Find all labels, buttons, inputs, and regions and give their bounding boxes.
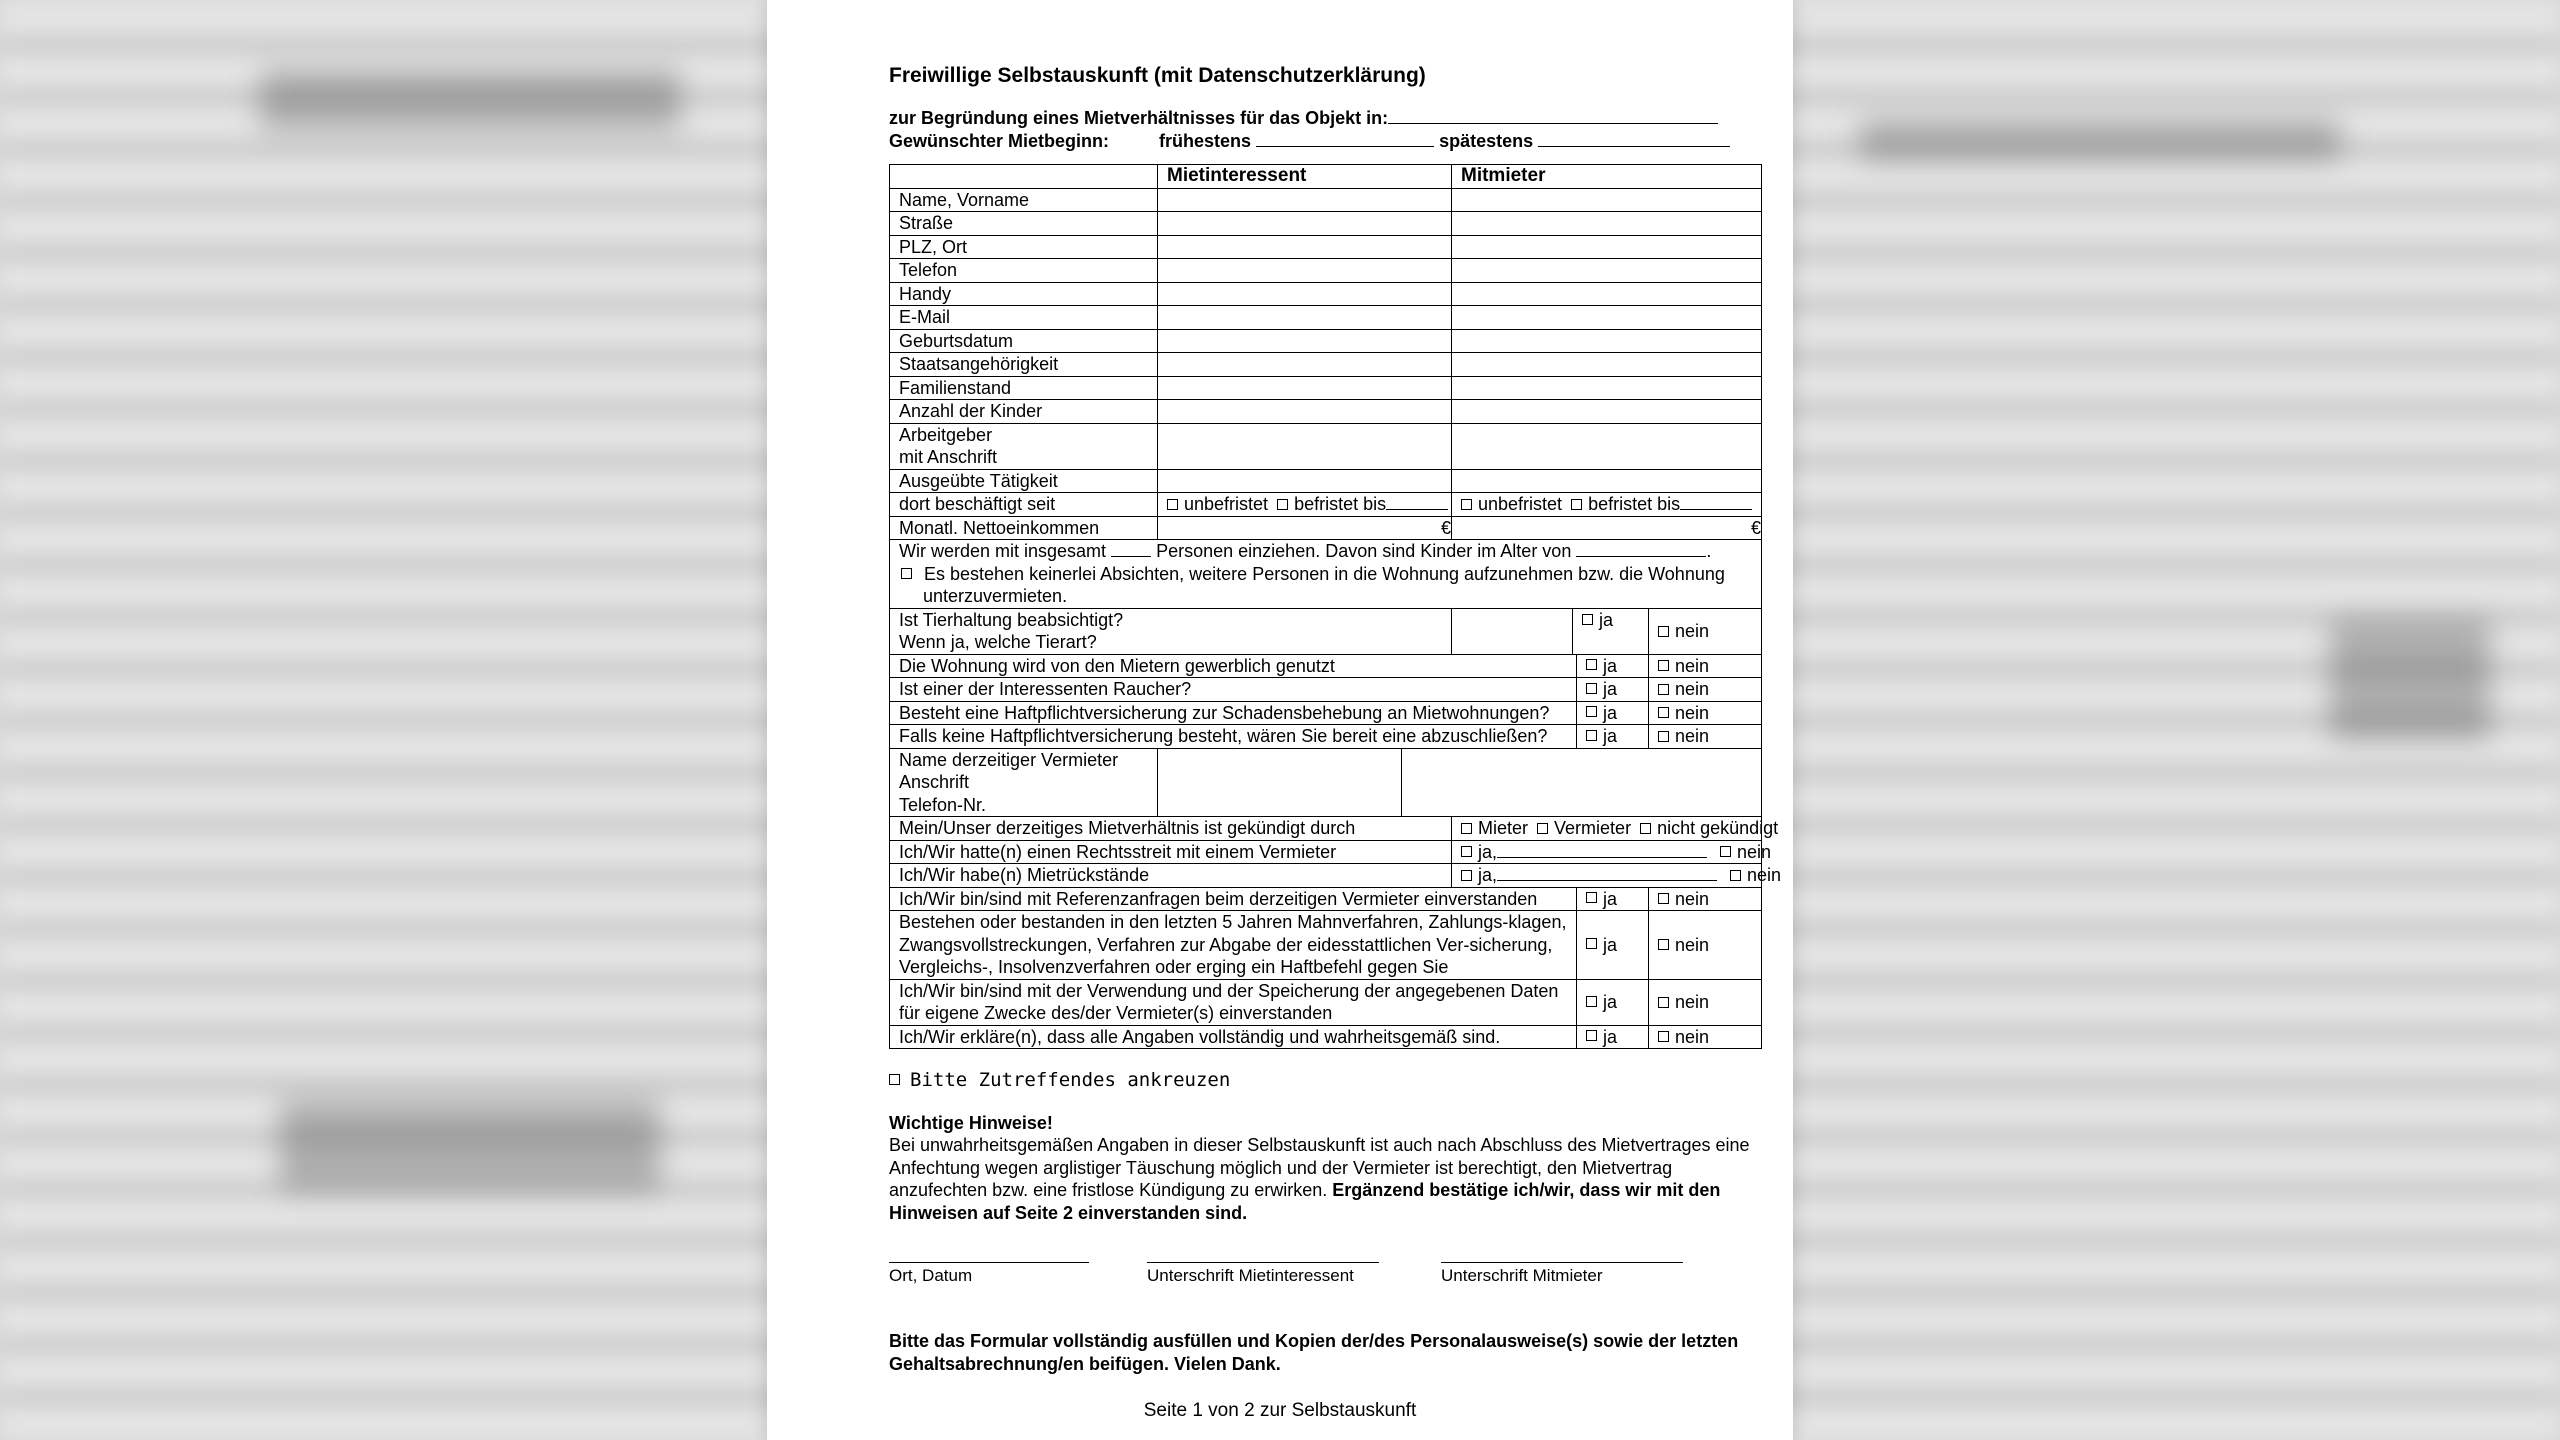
yes-option[interactable] (1576, 888, 1648, 911)
checkbox-yes[interactable] (1586, 996, 1597, 1007)
pets-row (890, 608, 1762, 654)
checkbox-no[interactable] (1720, 846, 1731, 857)
checkbox-yes[interactable] (1586, 1030, 1597, 1041)
yes-option[interactable] (1576, 911, 1648, 979)
yes-no-options[interactable]: nein (1649, 701, 1762, 725)
question-label: Mein/Unser derzeitiges Mietverhältnis ist gekündigt durch (890, 817, 1452, 841)
checkbox-yes[interactable] (1586, 730, 1597, 741)
table-row (890, 212, 1762, 236)
employment-row (890, 493, 1762, 517)
landlord-address-field[interactable] (1402, 748, 1762, 817)
landlord-row (890, 748, 1762, 817)
checkbox-by-landlord[interactable] (1537, 823, 1548, 834)
signature-tenant[interactable]: Unterschrift Mietinteressent (1147, 1262, 1379, 1288)
landlord-name-field[interactable] (1158, 748, 1402, 817)
earliest-input-line[interactable] (1256, 129, 1434, 147)
object-input-line[interactable] (1388, 106, 1718, 124)
table-row (890, 864, 1762, 888)
form-table (889, 164, 1782, 1049)
hints-title: Wichtige Hinweise! (889, 1112, 1053, 1133)
children-age-line[interactable] (1576, 540, 1706, 557)
row-label: Straße (890, 212, 1158, 236)
lawsuit-options: ja, nein (1452, 840, 1762, 864)
cotenant-field[interactable] (1452, 469, 1762, 493)
question-label: Ist einer der Interessenten Raucher? ja (890, 678, 1649, 702)
tenant-field[interactable] (1158, 400, 1452, 424)
checkbox-yes[interactable] (1586, 659, 1597, 670)
persons-count-line[interactable] (1111, 540, 1151, 557)
checkbox-yes[interactable] (1586, 706, 1597, 717)
checkbox-yes[interactable] (1461, 846, 1472, 857)
table-row (890, 400, 1762, 424)
yes-option[interactable] (1576, 725, 1648, 748)
closing-note: Bitte das Formular vollständig ausfüllen und Kopien der/des Personalausweise(s) sowie der letzten Gehaltsabrechnung/en beifügen. Vielen Dank. (889, 1331, 1739, 1374)
question-label: Falls keine Haftpflichtversicherung besteht, wären Sie bereit eine abzuschließen? ja (890, 725, 1649, 749)
blurred-background-block (2330, 620, 2490, 740)
persons-cell: Wir werden mit insgesamt Personen einziehen. Davon sind Kinder im Alter von . Es bestehen keinerlei Absichten, weitere Personen in die Wohnung aufzunehmen bzw. die Wohnung unterzuvermieten. (890, 540, 1762, 609)
yes-option[interactable] (1576, 1026, 1648, 1049)
table-row (890, 353, 1762, 377)
col-tenant-header: Mietinteressent (1158, 165, 1452, 189)
table-row (890, 329, 1762, 353)
termination-options: Mieter Vermieter nicht gekündigt (1452, 817, 1762, 841)
table-row (890, 259, 1762, 283)
limited-date-line[interactable] (1680, 493, 1752, 510)
yes-no-options[interactable]: nein (1649, 911, 1762, 980)
cotenant-income-field[interactable]: € (1452, 516, 1762, 540)
table-row (890, 887, 1762, 911)
cotenant-field[interactable] (1452, 259, 1762, 283)
row-label: PLZ, Ort (890, 235, 1158, 259)
latest-label: spätestens (1439, 131, 1534, 151)
checkbox-limited[interactable] (1277, 499, 1288, 510)
income-row (890, 516, 1762, 540)
table-row (890, 188, 1762, 212)
table-row (890, 678, 1762, 702)
table-row (890, 840, 1762, 864)
row-label: Anzahl der Kinder (890, 400, 1158, 424)
detail-line[interactable] (1497, 841, 1707, 858)
yes-label: ja (1603, 888, 1618, 909)
tenant-field[interactable] (1158, 376, 1452, 400)
signature-cotenant[interactable]: Unterschrift Mitmieter (1441, 1262, 1683, 1288)
tenant-field[interactable] (1158, 469, 1452, 493)
table-header-row (890, 165, 1762, 189)
checkbox-yes[interactable] (1586, 938, 1597, 949)
blurred-background-block (1860, 120, 2340, 160)
row-label: Arbeitgeber mit Anschrift (890, 423, 1158, 469)
row-label: Monatl. Nettoeinkommen (890, 516, 1158, 540)
question-label: Ich/Wir erkläre(n), dass alle Angaben vollständig und wahrheitsgemäß sind. ja (890, 1025, 1649, 1049)
yes-label: ja (1603, 1026, 1618, 1047)
row-label: Staatsangehörigkeit (890, 353, 1158, 377)
table-row (890, 235, 1762, 259)
table-row (890, 725, 1762, 749)
yes-label: ja (1603, 655, 1618, 676)
row-label: Ausgeübte Tätigkeit (890, 469, 1158, 493)
yes-label: ja (1603, 934, 1618, 955)
cotenant-field[interactable] (1452, 329, 1762, 353)
checkbox-not-terminated[interactable] (1640, 823, 1651, 834)
checkbox-yes[interactable] (1586, 683, 1597, 694)
cotenant-field[interactable] (1452, 353, 1762, 377)
blurred-background-block (260, 70, 680, 130)
yes-no-options[interactable]: nein (1649, 725, 1762, 749)
tenant-income-field[interactable]: € (1158, 516, 1452, 540)
tenant-field[interactable] (1158, 259, 1452, 283)
page-footer: Seite 1 von 2 zur Selbstauskunft (1143, 1400, 1417, 1421)
tenant-employment-options: unbefristet befristet bis (1158, 493, 1452, 517)
yes-option[interactable] (1576, 702, 1648, 725)
cotenant-field[interactable] (1452, 376, 1762, 400)
row-label: dort beschäftigt seit (890, 493, 1158, 517)
no-option[interactable]: nein (1649, 608, 1762, 654)
earliest-label: frühestens (1159, 131, 1252, 151)
yes-no-options[interactable]: nein (1649, 678, 1762, 702)
data-usage-row (890, 979, 1762, 1025)
latest-input-line[interactable] (1538, 129, 1730, 147)
row-label: E-Mail (890, 306, 1158, 330)
question-label: Ich/Wir bin/sind mit Referenzanfragen beim derzeitigen Vermieter einverstanden ja (890, 887, 1649, 911)
row-label: Familienstand (890, 376, 1158, 400)
row-label: Geburtsdatum (890, 329, 1158, 353)
tenant-field[interactable] (1158, 282, 1452, 306)
yes-label: ja (1603, 702, 1618, 723)
move-in-label: Gewünschter Mietbeginn: (889, 131, 1110, 151)
yes-no-options[interactable]: nein (1649, 887, 1762, 911)
proceedings-row (890, 911, 1762, 980)
col-cotenant-header: Mitmieter (1452, 165, 1762, 189)
tenant-field[interactable] (1158, 235, 1452, 259)
cotenant-employment-options: unbefristet befristet bis (1452, 493, 1762, 517)
signature-area (889, 1262, 1761, 1302)
signature-place-date[interactable]: Ort, Datum (889, 1262, 1089, 1288)
limited-date-line[interactable] (1386, 493, 1448, 510)
yes-label: ja (1603, 679, 1618, 699)
cotenant-field[interactable] (1452, 423, 1762, 469)
row-label: Name derzeitiger Vermieter Anschrift Telefon-Nr. (890, 748, 1158, 817)
persons-row (890, 540, 1762, 609)
yes-label: ja (1603, 726, 1618, 746)
yes-no-options[interactable]: nein (1649, 979, 1762, 1025)
yes-option[interactable]: ja (1452, 608, 1649, 654)
question-label: Bestehen oder bestanden in den letzten 5 Jahren Mahnverfahren, Zahlungs-klagen, Zwangsvollstreckungen, Verfahren zur Abgabe der eidesstattlichen Ver-sicherung, Vergleichs-, Insolvenzverfahren oder erging ein Haftbefehl gegen Sie ja (890, 911, 1649, 980)
question-label: Ich/Wir bin/sind mit der Verwendung und der Speicherung der angegebenen Daten für eigene Zwecke des/der Vermieter(s) einverstanden ja (890, 979, 1649, 1025)
detail-line[interactable] (1497, 864, 1717, 881)
cotenant-field[interactable] (1452, 212, 1762, 236)
object-label: zur Begründung eines Mietverhältnisses für das Objekt in: (889, 108, 1389, 128)
yes-option[interactable] (1576, 980, 1648, 1025)
form-title: Freiwillige Selbstauskunft (mit Datenschutzerklärung) (889, 64, 1426, 87)
checkbox-limited[interactable] (1571, 499, 1582, 510)
question-label: Ich/Wir hatte(n) einen Rechtsstreit mit einem Vermieter (890, 840, 1452, 864)
row-label: Telefon (890, 259, 1158, 283)
table-row (890, 817, 1762, 841)
cotenant-field[interactable] (1452, 400, 1762, 424)
tenant-field[interactable] (1158, 329, 1452, 353)
table-row (890, 654, 1762, 678)
row-label: Name, Vorname (890, 188, 1158, 212)
employer-row (890, 423, 1762, 469)
cotenant-field[interactable] (1452, 282, 1762, 306)
table-row (890, 1025, 1762, 1049)
checkbox-by-tenant[interactable] (1461, 823, 1472, 834)
checkbox-no-more-persons[interactable] (901, 568, 912, 579)
table-row (890, 701, 1762, 725)
yes-no-options[interactable]: nein (1649, 654, 1762, 678)
arrears-options: ja, nein (1452, 864, 1762, 888)
checkbox-no[interactable] (1730, 870, 1741, 881)
table-row (890, 469, 1762, 493)
move-in-line (889, 129, 1761, 152)
tenant-field[interactable] (1158, 353, 1452, 377)
checkbox-yes[interactable] (1586, 892, 1597, 903)
hints-text: Bei unwahrheitsgemäßen Angaben in dieser Selbstauskunft ist auch nach Abschluss des Mietvertrages eine Anfechtung wegen arglistiger Täuschung möglich und der Vermieter ist berechtigt, den Mietvertrag anzufechten bzw. eine fristlose Kündigung zu erwirken. Ergänzend bestätige ich/wir, dass wir mit den Hinweisen auf Seite 2 einverstanden sind. (889, 1135, 1750, 1223)
cotenant-field[interactable] (1452, 306, 1762, 330)
checkbox-unlimited[interactable] (1167, 499, 1178, 510)
document-page (767, 0, 1793, 1440)
tick-note: Bitte Zutreffendes ankreuzen (889, 1069, 1761, 1092)
checkbox-unlimited[interactable] (1461, 499, 1472, 510)
object-line (889, 106, 1761, 129)
yes-label: ja (1603, 991, 1618, 1012)
yes-no-options[interactable]: nein (1649, 1025, 1762, 1049)
table-row (890, 306, 1762, 330)
tenant-field[interactable] (1158, 423, 1452, 469)
table-row (890, 282, 1762, 306)
yes-option[interactable] (1576, 655, 1648, 678)
question-label: Besteht eine Haftpflichtversicherung zur Schadensbehebung an Mietwohnungen? ja (890, 701, 1649, 725)
question-label: Ist Tierhaltung beabsichtigt? Wenn ja, welche Tierart? (890, 608, 1452, 654)
blurred-background-block (280, 1100, 660, 1190)
checkbox-icon (889, 1074, 900, 1085)
question-label: Ich/Wir habe(n) Mietrückstände (890, 864, 1452, 888)
tenant-field[interactable] (1158, 188, 1452, 212)
row-label: Handy (890, 282, 1158, 306)
question-label: Die Wohnung wird von den Mietern gewerblich genutzt ja (890, 654, 1649, 678)
yes-option[interactable] (1576, 678, 1648, 701)
tenant-field[interactable] (1158, 306, 1452, 330)
cotenant-field[interactable] (1452, 235, 1762, 259)
table-row (890, 376, 1762, 400)
checkbox-yes[interactable] (1461, 870, 1472, 881)
tenant-field[interactable] (1158, 212, 1452, 236)
cotenant-field[interactable] (1452, 188, 1762, 212)
